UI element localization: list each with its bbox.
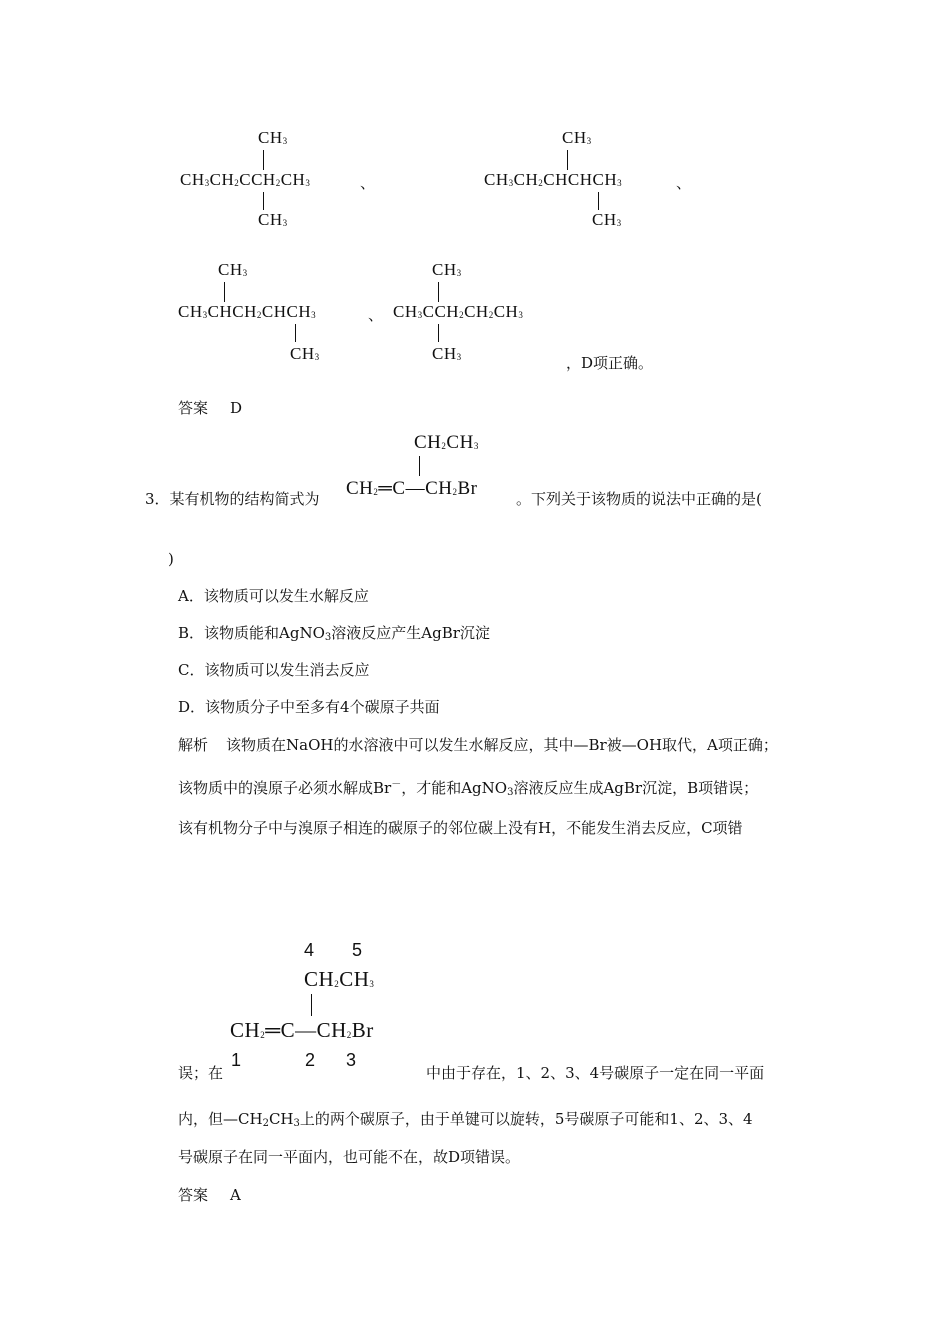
methyl-top: $CH_3$ (432, 260, 462, 279)
question-stem-suffix: 。下列关于该物质的说法中正确的是( (516, 490, 762, 508)
analysis-line-6: 号碳原子在同一平面内，也可能不在，故D项错误。 (178, 1148, 521, 1166)
bond-line (263, 150, 264, 170)
main-chain: $CH_3CHCH_2CHCH_3$ (178, 302, 317, 321)
option-c: C．该物质可以发生消去反应 (178, 661, 370, 679)
separator: 、 (368, 306, 384, 324)
bond-line (438, 282, 439, 302)
methyl-top: $CH_3$ (218, 260, 248, 279)
methyl-top: $CH_3$ (562, 128, 592, 147)
answer-label: 答案 (178, 399, 209, 417)
formula-main: $CH_2═C—CH_2Br$ (230, 1018, 374, 1042)
formula-top: $CH_2CH_3$ (414, 432, 479, 453)
carbon-number-2: 2 (305, 1050, 316, 1070)
bond-line (567, 150, 568, 170)
main-chain: $CH_3CH_2CHCHCH_3$ (484, 170, 623, 189)
question-number: 3． (145, 490, 170, 508)
separator: 、 (676, 174, 692, 192)
answer-value: A (230, 1186, 241, 1204)
analysis-line-1: 解析 该物质在NaOH的水溶液中可以发生水解反应，其中—Br被—OH取代，A项正确； (178, 736, 778, 754)
answer-line (178, 397, 242, 418)
answer-value: D (230, 399, 243, 417)
option-d: D．该物质分子中至多有4个碳原子共面 (178, 698, 440, 716)
analysis-line-4: 中由于存在，1、2、3、4号碳原子一定在同一平面 (426, 1064, 765, 1082)
methyl-bottom: $CH_3$ (432, 344, 462, 363)
carbon-number-5: 5 (352, 940, 363, 960)
bond-line (295, 324, 296, 342)
methyl-bottom: $CH_3$ (592, 210, 622, 229)
conclusion-text: ，D项正确。 (566, 354, 654, 372)
option-a: A．该物质可以发生水解反应 (178, 587, 369, 605)
analysis-label: 解析 (178, 736, 209, 754)
question-stem: 3．某有机物的结构简式为 (145, 490, 320, 508)
methyl-bottom: $CH_3$ (290, 344, 320, 363)
analysis-line-4-prefix: 误；在 (178, 1064, 224, 1082)
main-chain: $CH_3CCH_2CH_2CH_3$ (393, 302, 524, 321)
separator: 、 (360, 174, 376, 192)
bond-line (224, 282, 225, 302)
bond-line (438, 324, 439, 342)
methyl-bottom: $CH_3$ (258, 210, 288, 229)
bond-line (311, 994, 312, 1016)
analysis-line-3: 该有机物分子中与溴原子相连的碳原子的邻位碳上没有H，不能发生消去反应，C项错 (178, 819, 743, 837)
formula-main: $CH_2═C—CH_2Br$ (346, 478, 478, 499)
bond-line (419, 456, 420, 476)
question-stem-close: ) (168, 550, 174, 568)
bond-line (263, 192, 264, 210)
methyl-top: $CH_3$ (258, 128, 288, 147)
carbon-number-3: 3 (346, 1050, 357, 1070)
carbon-number-4: 4 (304, 940, 315, 960)
carbon-number-1: 1 (231, 1050, 242, 1070)
analysis-line-5: 内，但$—CH_2CH_3$上的两个碳原子，由于单键可以旋转，5号碳原子可能和1、2、3、4 (178, 1110, 753, 1129)
answer-label: 答案 (178, 1186, 209, 1204)
bond-line (598, 192, 599, 210)
answer-line (178, 1184, 241, 1205)
formula-top: $CH_2CH_3$ (304, 967, 375, 991)
main-chain: $CH_3CH_2CCH_2CH_3$ (180, 170, 311, 189)
analysis-line-2: 该物质中的溴原子必须水解成Br－，才能和AgNO$_3$溶液反应生成AgBr沉淀，B项错误； (178, 779, 759, 798)
option-b: B．该物质能和AgNO$_3$溶液反应产生AgBr沉淀 (178, 624, 490, 643)
